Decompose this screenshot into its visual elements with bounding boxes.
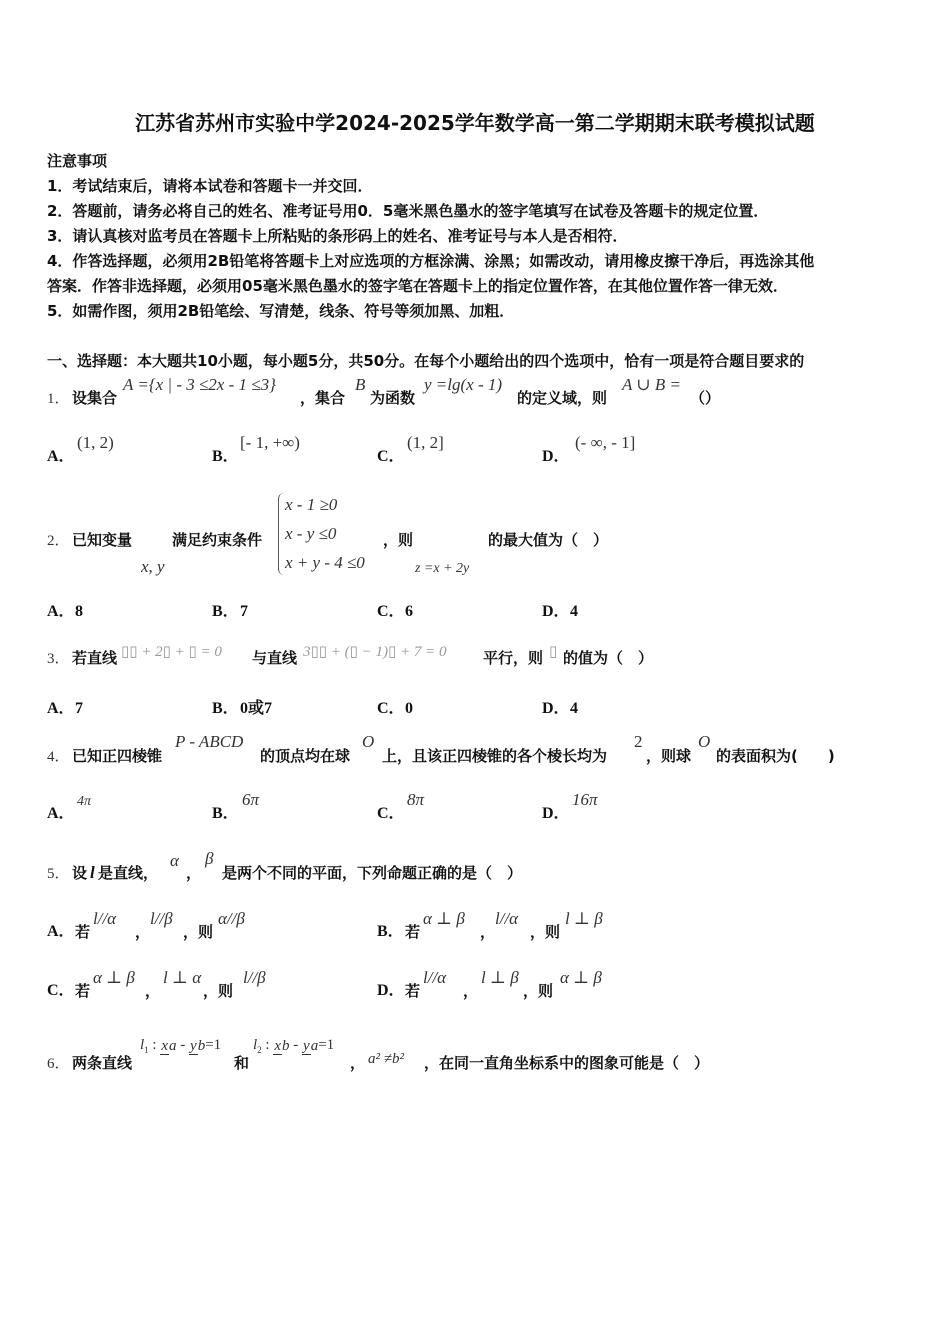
fraction xyxy=(273,1038,289,1054)
option-c-value: 0 xyxy=(405,700,413,717)
option-b-label: B． xyxy=(212,603,239,620)
question-text: 与直线 xyxy=(252,649,298,667)
math-expr: l//β xyxy=(243,968,266,987)
math-expr: =1 xyxy=(205,1037,222,1053)
question-text: 两条直线 xyxy=(72,1054,133,1072)
constraint: x - y ≤0 xyxy=(285,524,337,543)
line-l2-equation xyxy=(253,1036,334,1059)
page-title: 江苏省苏州市实验中学2024-2025学年数学高一第二学期期末联考模拟试题 xyxy=(135,111,815,135)
brace-symbol xyxy=(278,493,285,575)
math-expr: 1 xyxy=(144,1045,149,1055)
option-d-value: (- ∞, - 1] xyxy=(575,433,636,452)
question-number: 3． xyxy=(47,651,70,667)
math-expr: l ⊥ α xyxy=(163,968,202,987)
option-b-label: B． xyxy=(212,805,239,822)
math-expr: z =x + 2y xyxy=(415,561,470,576)
option-a-value: 7 xyxy=(75,700,83,717)
math-expr: a xyxy=(310,1037,319,1054)
question-number: 5． xyxy=(47,866,70,882)
math-expr: ▯▯ + 2▯ + ▯ = 0 xyxy=(121,644,222,660)
math-expr: l xyxy=(140,1037,145,1053)
option-b-label: B． xyxy=(377,923,404,940)
math-expr: x xyxy=(161,1037,169,1054)
math-expr: b xyxy=(197,1037,206,1054)
math-expr: ▯ xyxy=(549,644,558,660)
option-c-value: (1, 2] xyxy=(407,433,444,452)
question-text: 的定义域，则 xyxy=(517,389,608,407)
option-text: ，则 xyxy=(523,982,554,1000)
option-b-value: 7 xyxy=(240,603,248,620)
note-item: 4．作答选择题，必须用2B铅笔将答题卡上对应选项的方框涂满、涂黑；如需改动，请用橡皮擦干净后，再选涂其他 xyxy=(47,252,815,270)
question-text: 平行，则 xyxy=(483,649,544,667)
note-item: 3．请认真核对监考员在答题卡上所粘贴的条形码上的姓名、准考证号与本人是否相符． xyxy=(47,227,628,245)
option-d-value: 4 xyxy=(570,603,578,620)
question-text: 已知变量 xyxy=(72,531,133,549)
question-text: ，集合 xyxy=(300,389,346,407)
math-expr: x, y xyxy=(141,557,165,576)
question-text: 上，且该正四棱锥的各个棱长均为 xyxy=(382,747,608,765)
notes-heading: 注意事项 xyxy=(47,152,108,170)
math-expr: P - ABCD xyxy=(175,732,244,751)
option-d-label: D． xyxy=(542,448,570,465)
question-text: 为函数 xyxy=(370,389,416,407)
question-text: 和 xyxy=(234,1054,250,1072)
option-text: 若 xyxy=(75,923,91,941)
math-expr: α//β xyxy=(218,909,245,928)
math-expr: l//α xyxy=(495,909,519,928)
math-expr: a² ≠b² xyxy=(368,1051,404,1067)
math-expr: b xyxy=(282,1037,290,1054)
math-expr: α ⊥ β xyxy=(93,968,135,987)
math-expr: β xyxy=(205,849,214,868)
answer-bracket: （） xyxy=(690,389,721,407)
question-text: 的顶点均在球 xyxy=(260,747,351,765)
math-expr: l//α xyxy=(93,909,117,928)
option-a-label: A． xyxy=(47,700,75,717)
option-b-value: [- 1, +∞) xyxy=(240,433,300,452)
math-expr: O xyxy=(698,732,711,751)
fraction xyxy=(189,1038,205,1054)
question-text: 已知正四棱锥 xyxy=(72,747,163,765)
option-c-label: C． xyxy=(377,448,405,465)
option-a-label: A． xyxy=(47,448,75,465)
constraint: x + y - 4 ≤0 xyxy=(285,553,365,572)
option-a-label: A． xyxy=(47,805,75,822)
math-expr: O xyxy=(362,732,375,751)
math-expr: - xyxy=(289,1037,303,1053)
option-c-label: C． xyxy=(377,805,405,822)
math-expr: y xyxy=(303,1037,310,1054)
question-text: 的最大值为（ ） xyxy=(488,531,609,549)
math-expr: l ⊥ β xyxy=(565,909,603,928)
option-d-label: D． xyxy=(542,700,570,717)
math-expr: - xyxy=(176,1037,190,1053)
option-d-value: 4 xyxy=(570,700,578,717)
math-expr: l//α xyxy=(423,968,447,987)
question-number: 1． xyxy=(47,391,70,407)
math-expr: l xyxy=(253,1037,258,1053)
math-expr: l//β xyxy=(150,909,173,928)
option-b-label: B． xyxy=(212,700,239,717)
option-c-label: C． xyxy=(377,603,405,620)
math-expr: l ⊥ β xyxy=(481,968,519,987)
constraint: x - 1 ≥0 xyxy=(285,495,338,514)
option-a-value: 8 xyxy=(75,603,83,620)
math-expr: α ⊥ β xyxy=(423,909,465,928)
option-d-label: D． xyxy=(377,982,405,999)
question-text: ，则球 xyxy=(646,747,692,765)
option-c-label: C． xyxy=(377,700,405,717)
line-l1-equation xyxy=(140,1036,221,1059)
option-text: ， xyxy=(480,923,496,941)
option-a-label: A． xyxy=(47,603,75,620)
option-text: ，则 xyxy=(530,923,561,941)
fraction xyxy=(302,1038,318,1054)
math-expr: x xyxy=(274,1037,282,1054)
option-text: ，则 xyxy=(183,923,214,941)
option-text: 若 xyxy=(405,982,421,1000)
option-a-label: A． xyxy=(47,923,75,940)
option-b-value: 0或7 xyxy=(240,700,273,717)
question-text: 满足约束条件 xyxy=(172,531,263,549)
note-item: 5．如需作图，须用2B铅笔绘、写清楚，线条、符号等须加黑、加粗． xyxy=(47,302,515,320)
question-text: ，则 xyxy=(383,531,414,549)
option-text: ， xyxy=(463,982,479,1000)
math-expr: 3▯▯ + (▯ − 1)▯ + 7 = 0 xyxy=(303,644,447,660)
note-item: 1．考试结束后，请将本试卷和答题卡一并交回． xyxy=(47,177,373,195)
math-expr: B xyxy=(355,375,366,394)
option-b-label: B． xyxy=(212,448,239,465)
note-item: 答案．作答非选择题，必须用05毫米黑色墨水的签字笔在答题卡上的指定位置作答，在其他位置作答一律无效． xyxy=(47,277,788,295)
question-number: 4． xyxy=(47,749,70,765)
option-text: ，则 xyxy=(203,982,234,1000)
math-expr: =1 xyxy=(318,1037,335,1053)
question-text: ，在同一直角坐标系中的图象可能是（ ） xyxy=(424,1054,710,1072)
note-item: 2．答题前，请务必将自己的姓名、准考证号用0．5毫米黑色墨水的签字笔填写在试卷及答题卡的规定位置． xyxy=(47,202,769,220)
question-text: 设集合 xyxy=(72,389,118,407)
option-text: 若 xyxy=(405,923,421,941)
question-number: 6． xyxy=(47,1056,70,1072)
section-heading: 一、选择题：本大题共10小题，每小题5分，共50分。在每个小题给出的四个选项中，恰有一项是符合题目要求的 xyxy=(47,352,805,370)
question-text: 的表面积为( ) xyxy=(716,747,835,765)
math-expr: : xyxy=(148,1037,161,1053)
option-c-label: C． xyxy=(47,982,75,999)
question-number: 2． xyxy=(47,533,70,549)
math-expr: y xyxy=(190,1037,197,1054)
math-expr: 2 xyxy=(257,1045,262,1055)
math-expr: 2 xyxy=(634,732,643,751)
option-d-label: D． xyxy=(542,603,570,620)
option-d-label: D． xyxy=(542,805,570,822)
math-expr: y =lg(x - 1) xyxy=(424,375,503,394)
math-expr: α xyxy=(170,851,179,870)
question-text: 是两个不同的平面，下列命题正确的是（ ） xyxy=(222,864,523,882)
question-text: 的值为（ ） xyxy=(563,649,654,667)
option-c-value: 6 xyxy=(405,603,413,620)
fraction xyxy=(160,1038,176,1054)
math-expr: A ={x | - 3 ≤2x - 1 ≤3} xyxy=(123,375,276,394)
math-expr: α ⊥ β xyxy=(560,968,602,987)
option-text: ， xyxy=(145,982,161,1000)
question-text: ， xyxy=(186,864,202,882)
option-d-value: 16π xyxy=(572,790,598,809)
option-a-value: (1, 2) xyxy=(77,433,114,452)
question-text: 若直线 xyxy=(72,649,118,667)
option-a-value: 4π xyxy=(77,794,92,809)
math-expr: A ∪ B = xyxy=(622,375,681,394)
question-text: 设 xyxy=(72,864,88,882)
option-b-value: 6π xyxy=(242,790,260,809)
math-expr: : xyxy=(261,1037,274,1053)
math-expr: l xyxy=(90,863,95,882)
math-expr: a xyxy=(169,1037,177,1054)
option-text: 若 xyxy=(75,982,91,1000)
question-text: 是直线， xyxy=(98,864,159,882)
option-text: ， xyxy=(135,923,151,941)
question-text: ， xyxy=(350,1054,366,1072)
option-c-value: 8π xyxy=(407,790,425,809)
